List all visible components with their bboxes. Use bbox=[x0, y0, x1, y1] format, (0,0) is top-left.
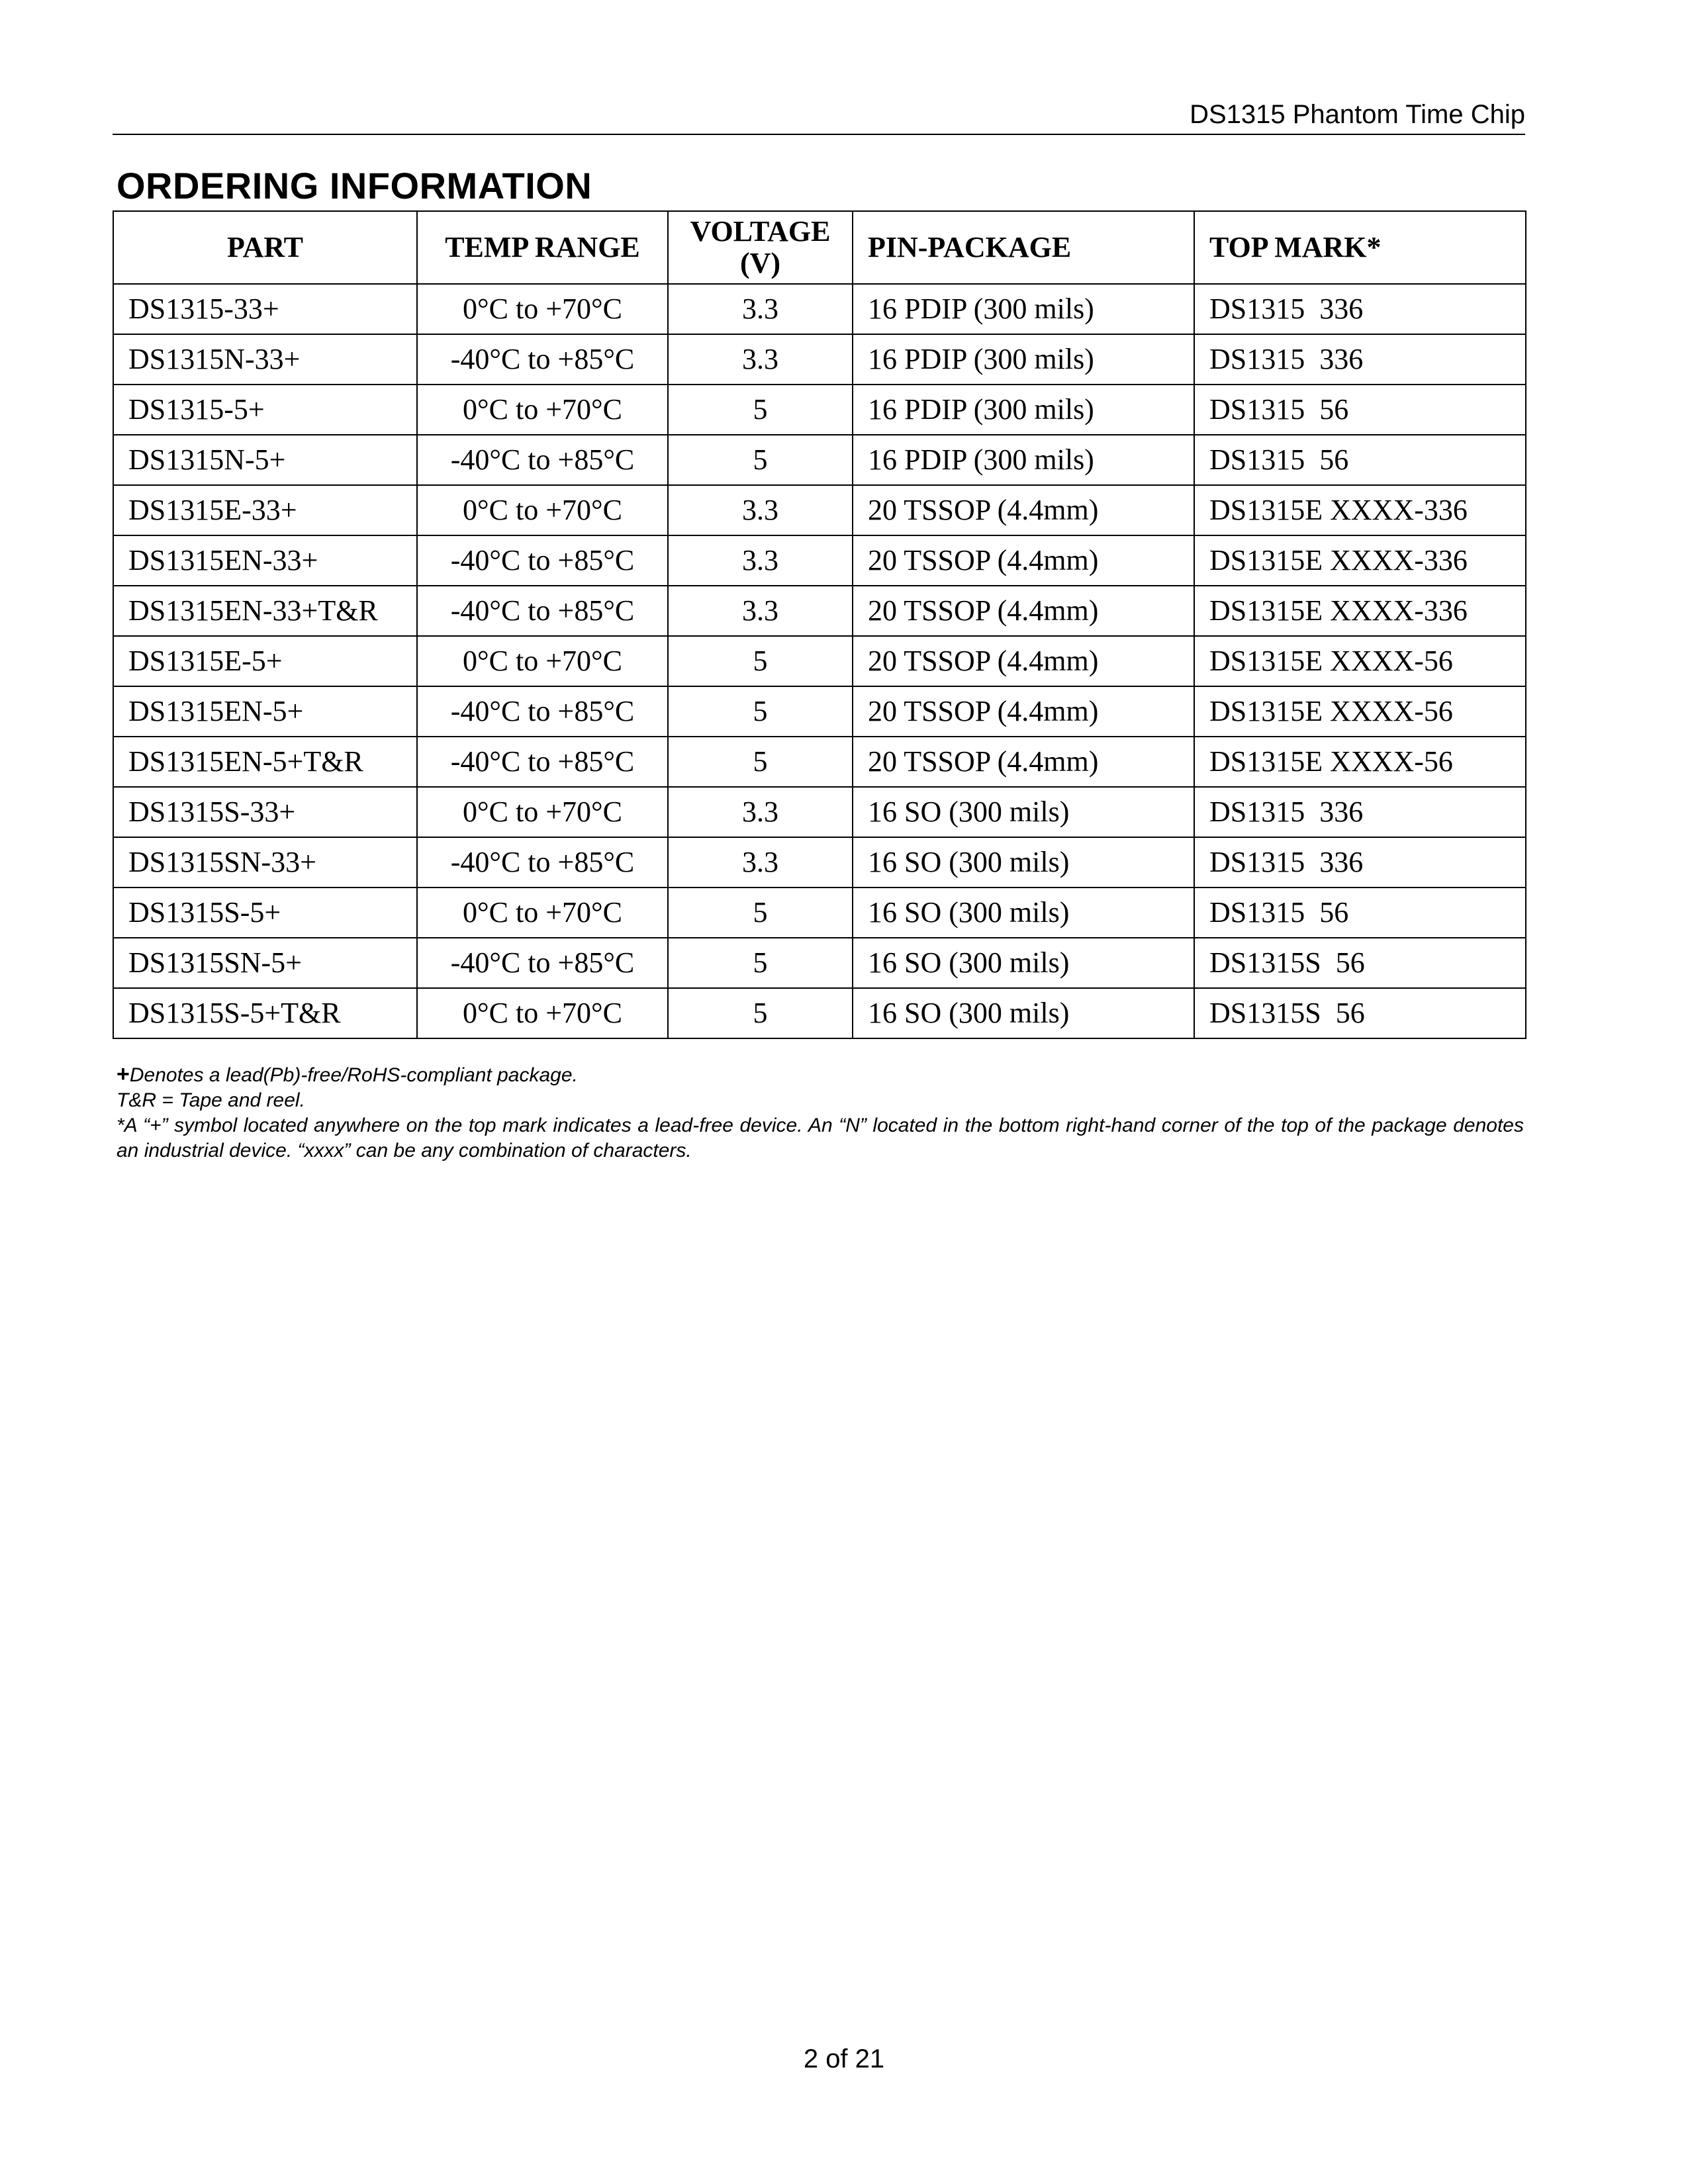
table-row bbox=[113, 586, 1526, 636]
cell-voltage: 3.3 bbox=[668, 586, 853, 636]
cell-pin-package: 16 SO (300 mils) bbox=[853, 988, 1194, 1038]
cell-temp-range: 0°C to +70°C bbox=[417, 485, 668, 535]
table-row bbox=[113, 385, 1526, 435]
table-row bbox=[113, 686, 1526, 737]
cell-voltage: 3.3 bbox=[668, 284, 853, 334]
cell-top-mark: DS1315 56 bbox=[1194, 385, 1526, 435]
cell-top-mark: DS1315 336 bbox=[1194, 284, 1526, 334]
cell-pin-package: 16 PDIP (300 mils) bbox=[853, 385, 1194, 435]
cell-temp-range: 0°C to +70°C bbox=[417, 988, 668, 1038]
column-header-part: PART bbox=[113, 211, 417, 284]
cell-top-mark: DS1315E XXXX-336 bbox=[1194, 485, 1526, 535]
table-row bbox=[113, 485, 1526, 535]
cell-voltage: 3.3 bbox=[668, 485, 853, 535]
cell-pin-package: 16 SO (300 mils) bbox=[853, 887, 1194, 938]
cell-temp-range: 0°C to +70°C bbox=[417, 787, 668, 837]
column-header-top-mark: TOP MARK* bbox=[1194, 211, 1526, 284]
cell-part: DS1315EN-5+T&R bbox=[113, 737, 417, 787]
cell-pin-package: 20 TSSOP (4.4mm) bbox=[853, 485, 1194, 535]
cell-temp-range: -40°C to +85°C bbox=[417, 535, 668, 586]
cell-part: DS1315S-33+ bbox=[113, 787, 417, 837]
cell-voltage: 5 bbox=[668, 636, 853, 686]
table-row bbox=[113, 988, 1526, 1038]
cell-temp-range: 0°C to +70°C bbox=[417, 385, 668, 435]
footnote-tape-reel: T&R = Tape and reel. bbox=[117, 1089, 305, 1111]
cell-pin-package: 16 PDIP (300 mils) bbox=[853, 284, 1194, 334]
cell-top-mark: DS1315S 56 bbox=[1194, 988, 1526, 1038]
column-header-pin-package: PIN-PACKAGE bbox=[853, 211, 1194, 284]
table-row bbox=[113, 435, 1526, 485]
table-row bbox=[113, 284, 1526, 334]
cell-voltage: 5 bbox=[668, 435, 853, 485]
table-row bbox=[113, 787, 1526, 837]
cell-part: DS1315N-33+ bbox=[113, 334, 417, 385]
cell-part: DS1315EN-33+ bbox=[113, 535, 417, 586]
table-row bbox=[113, 636, 1526, 686]
cell-voltage: 5 bbox=[668, 686, 853, 737]
cell-pin-package: 20 TSSOP (4.4mm) bbox=[853, 686, 1194, 737]
table-row bbox=[113, 887, 1526, 938]
cell-temp-range: -40°C to +85°C bbox=[417, 837, 668, 887]
cell-top-mark: DS1315 56 bbox=[1194, 887, 1526, 938]
cell-top-mark: DS1315E XXXX-56 bbox=[1194, 737, 1526, 787]
cell-top-mark: DS1315 336 bbox=[1194, 837, 1526, 887]
cell-part: DS1315-5+ bbox=[113, 385, 417, 435]
cell-temp-range: -40°C to +85°C bbox=[417, 586, 668, 636]
cell-part: DS1315E-33+ bbox=[113, 485, 417, 535]
cell-voltage: 5 bbox=[668, 988, 853, 1038]
cell-temp-range: -40°C to +85°C bbox=[417, 686, 668, 737]
cell-part: DS1315SN-5+ bbox=[113, 938, 417, 988]
cell-voltage: 5 bbox=[668, 385, 853, 435]
cell-top-mark: DS1315 336 bbox=[1194, 787, 1526, 837]
ordering-table bbox=[113, 210, 1526, 1039]
footnote-top-mark: *A “+” symbol located anywhere on the top mark indicates a lead-free device. An “N” located in the bottom right-hand corner of the top of the package denotes an industrial device. “xxxx” can be any combination of characters. bbox=[117, 1115, 1524, 1161]
cell-temp-range: -40°C to +85°C bbox=[417, 737, 668, 787]
cell-pin-package: 16 SO (300 mils) bbox=[853, 938, 1194, 988]
footnote-lead-free bbox=[117, 1062, 1524, 1088]
cell-part: DS1315EN-33+T&R bbox=[113, 586, 417, 636]
cell-top-mark: DS1315E XXXX-336 bbox=[1194, 586, 1526, 636]
cell-voltage: 3.3 bbox=[668, 535, 853, 586]
cell-pin-package: 16 PDIP (300 mils) bbox=[853, 334, 1194, 385]
cell-pin-package: 20 TSSOP (4.4mm) bbox=[853, 636, 1194, 686]
column-header-temp-range: TEMP RANGE bbox=[417, 211, 668, 284]
cell-voltage: 3.3 bbox=[668, 787, 853, 837]
table-footnotes bbox=[117, 1062, 1524, 1163]
header-divider bbox=[113, 134, 1525, 135]
table-row bbox=[113, 535, 1526, 586]
cell-part: DS1315S-5+T&R bbox=[113, 988, 417, 1038]
cell-temp-range: 0°C to +70°C bbox=[417, 284, 668, 334]
cell-part: DS1315SN-33+ bbox=[113, 837, 417, 887]
cell-top-mark: DS1315S 56 bbox=[1194, 938, 1526, 988]
page-number: 2 of 21 bbox=[803, 2044, 885, 2073]
cell-voltage: 5 bbox=[668, 737, 853, 787]
cell-part: DS1315E-5+ bbox=[113, 636, 417, 686]
cell-part: DS1315N-5+ bbox=[113, 435, 417, 485]
cell-voltage: 3.3 bbox=[668, 837, 853, 887]
cell-top-mark: DS1315 56 bbox=[1194, 435, 1526, 485]
cell-temp-range: 0°C to +70°C bbox=[417, 887, 668, 938]
section-title: ORDERING INFORMATION bbox=[117, 165, 592, 206]
cell-voltage: 5 bbox=[668, 887, 853, 938]
cell-temp-range: -40°C to +85°C bbox=[417, 334, 668, 385]
cell-top-mark: DS1315E XXXX-56 bbox=[1194, 636, 1526, 686]
table-row bbox=[113, 837, 1526, 887]
cell-temp-range: -40°C to +85°C bbox=[417, 938, 668, 988]
cell-pin-package: 20 TSSOP (4.4mm) bbox=[853, 586, 1194, 636]
cell-pin-package: 20 TSSOP (4.4mm) bbox=[853, 535, 1194, 586]
cell-pin-package: 16 PDIP (300 mils) bbox=[853, 435, 1194, 485]
cell-part: DS1315-33+ bbox=[113, 284, 417, 334]
table-row bbox=[113, 938, 1526, 988]
cell-voltage: 5 bbox=[668, 938, 853, 988]
cell-pin-package: 16 SO (300 mils) bbox=[853, 787, 1194, 837]
cell-temp-range: 0°C to +70°C bbox=[417, 636, 668, 686]
cell-part: DS1315S-5+ bbox=[113, 887, 417, 938]
plus-symbol: + bbox=[117, 1062, 130, 1087]
document-header-title: DS1315 Phantom Time Chip bbox=[1190, 100, 1525, 129]
cell-top-mark: DS1315E XXXX-336 bbox=[1194, 535, 1526, 586]
cell-pin-package: 20 TSSOP (4.4mm) bbox=[853, 737, 1194, 787]
footnote-lead-free-text: Denotes a lead(Pb)-free/RoHS-compliant package. bbox=[129, 1064, 578, 1086]
table-header-row bbox=[113, 211, 1526, 284]
table-row bbox=[113, 737, 1526, 787]
cell-temp-range: -40°C to +85°C bbox=[417, 435, 668, 485]
cell-voltage: 3.3 bbox=[668, 334, 853, 385]
cell-part: DS1315EN-5+ bbox=[113, 686, 417, 737]
column-header-voltage: VOLTAGE (V) bbox=[668, 211, 853, 284]
cell-top-mark: DS1315 336 bbox=[1194, 334, 1526, 385]
table-row bbox=[113, 334, 1526, 385]
cell-pin-package: 16 SO (300 mils) bbox=[853, 837, 1194, 887]
cell-top-mark: DS1315E XXXX-56 bbox=[1194, 686, 1526, 737]
